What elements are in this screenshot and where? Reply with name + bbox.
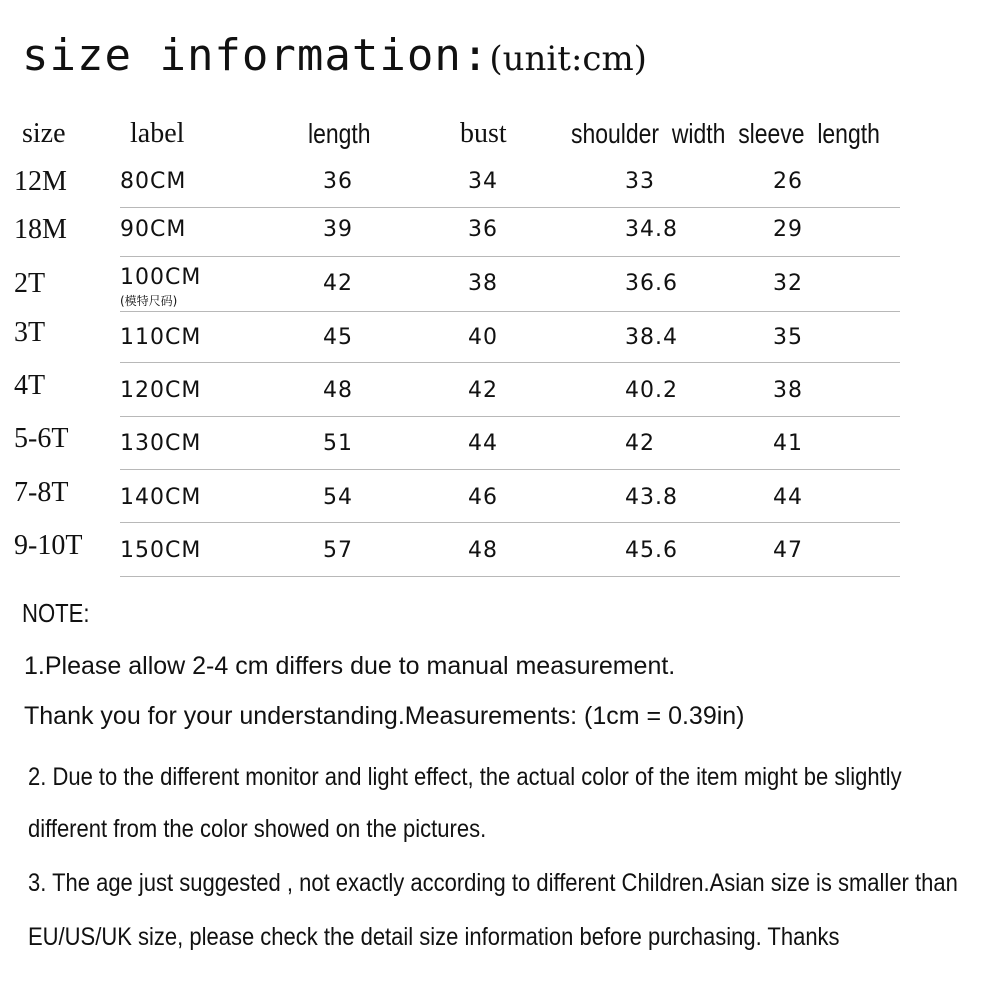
bust-cell: 38 <box>468 271 498 296</box>
label-cell: 140CM <box>120 485 202 510</box>
note-heading: NOTE: <box>22 598 90 628</box>
sleeve-cell: 29 <box>773 217 803 242</box>
sleeve-cell: 38 <box>773 378 803 403</box>
sleeve-cell: 41 <box>773 431 803 456</box>
length-cell: 39 <box>323 217 353 242</box>
bust-cell: 40 <box>468 325 498 350</box>
note-3-line-2: EU/US/UK size, please check the detail size information before purchasing. Thanks <box>28 923 840 951</box>
label-cell: 80CM <box>120 169 187 194</box>
bust-cell: 44 <box>468 431 498 456</box>
label-cell: 120CM <box>120 378 202 403</box>
shoulder-cell: 43.8 <box>625 485 678 510</box>
label-cell: 130CM <box>120 431 202 456</box>
bust-cell: 36 <box>468 217 498 242</box>
size-cell: 9-10T <box>14 530 83 561</box>
row-divider <box>120 362 900 363</box>
note-1-line-1: 1.Please allow 2-4 cm differs due to manual measurement. <box>24 652 676 680</box>
row-divider <box>120 311 900 312</box>
size-cell: 5-6T <box>14 423 69 454</box>
row-divider <box>120 469 900 470</box>
shoulder-cell: 36.6 <box>625 271 678 296</box>
title-unit: (unit:cm) <box>489 39 647 79</box>
row-divider <box>120 576 900 577</box>
note-2-line-2: different from the color showed on the pictures. <box>28 815 487 843</box>
row-divider <box>120 522 900 523</box>
shoulder-cell: 42 <box>625 431 655 456</box>
bust-cell: 46 <box>468 485 498 510</box>
label-cell: 150CM <box>120 538 202 563</box>
label-cell: 100CM <box>120 265 202 290</box>
shoulder-cell: 45.6 <box>625 538 678 563</box>
page-title <box>22 30 647 81</box>
note-3-line-1: 3. The age just suggested , not exactly according to different Children.Asian size is smaller than <box>28 869 958 897</box>
length-cell: 36 <box>323 169 353 194</box>
sleeve-cell: 44 <box>773 485 803 510</box>
header-label: label <box>130 118 185 149</box>
shoulder-cell: 40.2 <box>625 378 678 403</box>
length-cell: 48 <box>323 378 353 403</box>
shoulder-cell: 38.4 <box>625 325 678 350</box>
sleeve-cell: 32 <box>773 271 803 296</box>
row-divider <box>120 256 900 257</box>
length-cell: 42 <box>323 271 353 296</box>
title-main: size information: <box>22 30 490 81</box>
row-divider <box>120 207 900 208</box>
note-1-line-2: Thank you for your understanding.Measurements: (1cm = 0.39in) <box>24 702 745 730</box>
length-cell: 54 <box>323 485 353 510</box>
size-cell: 2T <box>14 268 46 299</box>
row-divider <box>120 416 900 417</box>
shoulder-cell: 34.8 <box>625 217 678 242</box>
sleeve-cell: 26 <box>773 169 803 194</box>
size-cell: 7-8T <box>14 477 69 508</box>
length-cell: 45 <box>323 325 353 350</box>
size-cell: 18M <box>14 214 67 245</box>
sleeve-cell: 47 <box>773 538 803 563</box>
label-cell: 90CM <box>120 217 187 242</box>
bust-cell: 48 <box>468 538 498 563</box>
label-cell: 110CM <box>120 325 202 350</box>
shoulder-cell: 33 <box>625 169 655 194</box>
label-note: (模特尺码) <box>120 294 178 308</box>
header-size: size <box>22 118 66 149</box>
size-cell: 12M <box>14 166 67 197</box>
note-2-line-1: 2. Due to the different monitor and light effect, the actual color of the item might be slightly <box>28 763 902 791</box>
length-cell: 51 <box>323 431 353 456</box>
header-length: length <box>308 118 371 149</box>
header-bust: bust <box>460 118 507 149</box>
sleeve-cell: 35 <box>773 325 803 350</box>
size-cell: 4T <box>14 370 46 401</box>
length-cell: 57 <box>323 538 353 563</box>
bust-cell: 42 <box>468 378 498 403</box>
size-cell: 3T <box>14 317 46 348</box>
header-shoulder-sleeve: shoulder width sleeve length <box>571 118 880 149</box>
bust-cell: 34 <box>468 169 498 194</box>
